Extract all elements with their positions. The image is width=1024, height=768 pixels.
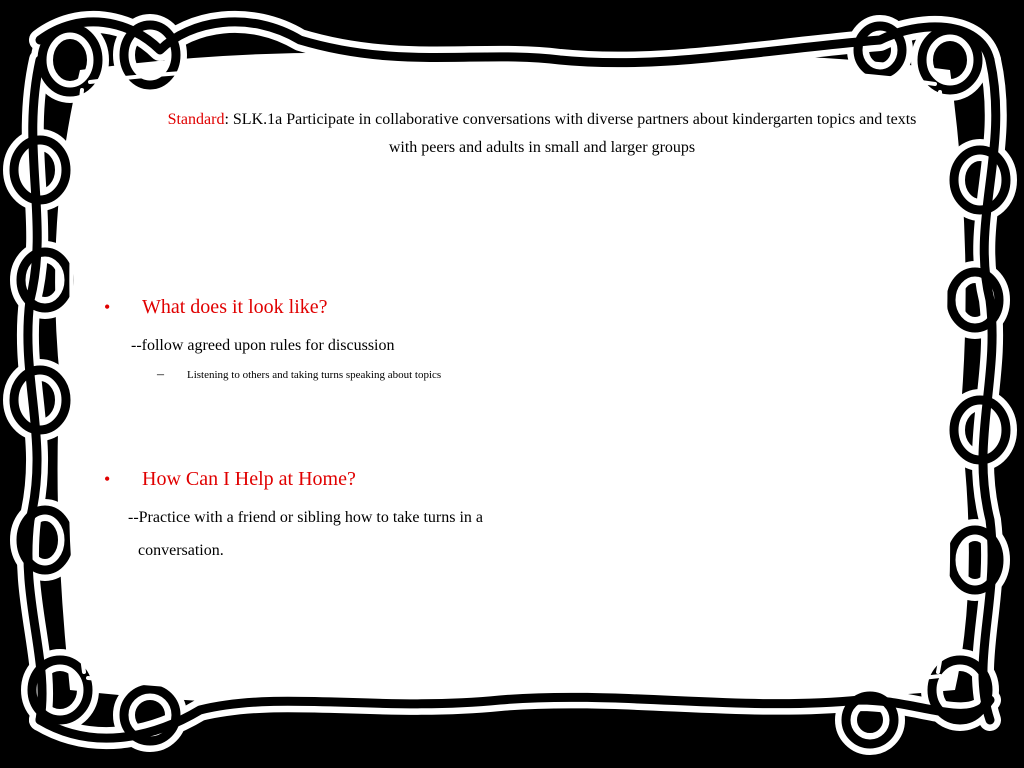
section1-line: --follow agreed upon rules for discussion [131, 337, 395, 354]
dash-icon: – [157, 367, 164, 382]
section1-heading-row [104, 296, 328, 319]
section2-line2: conversation. [138, 542, 224, 559]
section1-heading: What does it look like? [142, 296, 328, 318]
standard-label: Standard [167, 111, 225, 128]
bullet-icon: • [104, 469, 111, 489]
standard-description-line2: with peers and adults in small and larger groups [388, 139, 696, 156]
section2-heading-row [104, 468, 356, 491]
section2-heading: How Can I Help at Home? [142, 468, 356, 490]
standard-description: : SLK.1a Participate in collaborative conversations with diverse partners about kindergarten topics and texts [224, 111, 917, 128]
section1-subitem: Listening to others and taking turns speaking about topics [187, 369, 442, 381]
standard-text [100, 106, 984, 162]
bullet-icon: • [104, 297, 111, 317]
section1-subitem-row [157, 367, 441, 383]
section2-line1: --Practice with a friend or sibling how to take turns in a [128, 509, 484, 526]
